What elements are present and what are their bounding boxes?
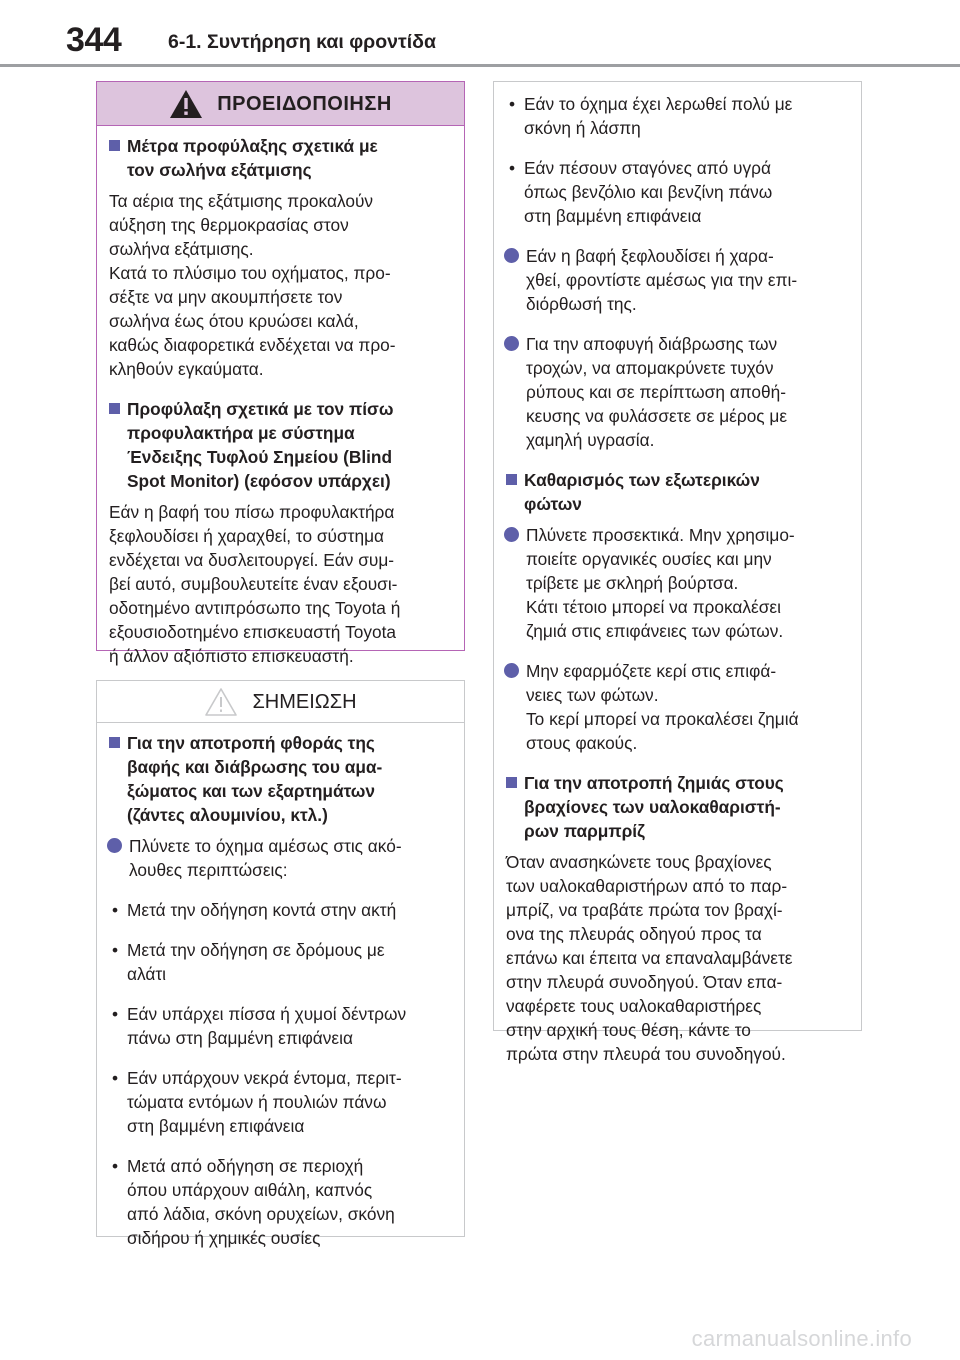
note-body (97, 723, 464, 1250)
list-item (106, 938, 449, 986)
section-heading (503, 771, 846, 843)
list-item (503, 92, 846, 140)
list-item (106, 1066, 449, 1138)
circle-bullet-icon (504, 248, 519, 263)
list-item (503, 156, 846, 228)
bullet-icon: • (112, 940, 119, 960)
list-item (106, 1002, 449, 1050)
item-text: Εάν πέσουν σταγόνες από υγρά όπως βενζόλιο και βενζίνη πάνω στη βαμμένη επιφάνεια (524, 158, 773, 226)
circle-item (503, 332, 846, 452)
square-bullet-icon (506, 474, 517, 485)
item-text: Εάν υπάρχουν νεκρά έντομα, περιτ- τώματα εντόμων ή πουλιών πάνω στη βαμμένη επιφάνεια (127, 1068, 402, 1136)
section-heading (106, 397, 449, 493)
square-bullet-icon (109, 737, 120, 748)
circle-item (106, 834, 449, 882)
square-bullet-icon (506, 777, 517, 788)
section-heading (106, 134, 449, 182)
section-title: 6-1. Συντήρηση και φροντίδα (168, 31, 436, 53)
bullet-icon: • (509, 94, 516, 114)
note-continuation-body (494, 82, 861, 1066)
circle-bullet-icon (107, 838, 122, 853)
item-text: Πλύνετε προσεκτικά. Μην χρησιμο- ποιείτε οργανικές ουσίες και μην τρίβετε με σκληρή βούρτσα. Κάτι τέτοιο μπορεί να προκαλέσει ζημιά στις επιφάνειες των φώτων. (526, 525, 795, 641)
circle-item (503, 523, 846, 643)
caution-triangle-icon (204, 687, 238, 717)
note-title: ΣΗΜΕΙΩΣΗ (252, 690, 357, 713)
square-bullet-icon (109, 403, 120, 414)
circle-item (503, 244, 846, 316)
paragraph: Όταν ανασηκώνετε τους βραχίονες των υαλοκαθαριστήρων από το παρ- μπρίζ, να τραβάτε πρώτα τον βραχί- ονα της πλευράς οδηγού προς τα επάνω και έπειτα να επαναλαμβάνετε στην πλευρά συνοδηγού. Όταν επα- ναφέρετε τους υαλοκαθαριστήρες στην αρχική τους θέση, κάντε το πρώτα στην πλευρά του συνοδηγού. (506, 852, 793, 1064)
warning-triangle-icon (169, 89, 203, 119)
circle-bullet-icon (504, 527, 519, 542)
circle-item (503, 659, 846, 755)
bullet-icon: • (112, 1156, 119, 1176)
warning-header (97, 82, 464, 126)
item-text: Μην εφαρμόζετε κερί στις επιφά- νειες των φώτων. Το κερί μπορεί να προκαλέσει ζημιά στους φακούς. (526, 661, 799, 753)
square-bullet-icon (109, 140, 120, 151)
item-text: Μετά από οδήγηση σε περιοχή όπου υπάρχουν αιθάλη, καπνός από λάδια, σκόνη ορυχείων, σκόνη σιδήρου ή χημικές ουσίες (127, 1156, 395, 1248)
item-text: Πλύνετε το όχημα αμέσως στις ακό- λουθες περιπτώσεις: (129, 836, 402, 880)
item-text: Μετά την οδήγηση κοντά στην ακτή (127, 900, 397, 920)
header-divider (0, 64, 960, 67)
heading-text: Καθαρισμός των εξωτερικών φώτων (524, 470, 760, 514)
circle-bullet-icon (504, 663, 519, 678)
bullet-icon: • (112, 1004, 119, 1024)
page-header (0, 0, 960, 70)
warning-body (97, 126, 464, 668)
note-header (97, 681, 464, 723)
heading-text: Μέτρα προφύλαξης σχετικά με τον σωλήνα εξάτμισης (127, 136, 378, 180)
item-text: Εάν η βαφή ξεφλουδίσει ή χαρα- χθεί, φροντίστε αμέσως για την επι- διόρθωσή της. (526, 246, 798, 314)
list-item (106, 1154, 449, 1250)
page-number: 344 (66, 21, 122, 59)
watermark: carmanualsonline.info (691, 1326, 912, 1351)
warning-box (96, 81, 465, 666)
warning-title: ΠΡΟΕΙΔΟΠΟΙΗΣΗ (217, 92, 392, 115)
paragraph: Εάν η βαφή του πίσω προφυλακτήρα ξεφλουδίσει ή χαραχθεί, το σύστημα ενδέχεται να δυσλειτουργεί. Εάν συμ- βεί αυτό, συμβουλευτείτε έναν εξουσι- οδοτημένο αντιπρόσωπο της Toyota ή εξουσιοδοτημένο επισκευαστή Toyota ή άλλον αξιόπιστο επισκευαστή. (109, 502, 401, 666)
item-text: Εάν το όχημα έχει λερωθεί πολύ με σκόνη ή λάσπη (524, 94, 793, 138)
section-heading (503, 468, 846, 516)
note-continuation-box (493, 81, 862, 1064)
heading-text: Προφύλαξη σχετικά με τον πίσω προφυλακτήρα με σύστημα Ένδειξης Τυφλού Σημείου (Blind Spot Monitor) (εφόσον υπάρχει) (127, 399, 394, 491)
section-heading (106, 731, 449, 827)
bullet-icon: • (112, 900, 119, 920)
circle-bullet-icon (504, 336, 519, 351)
bullet-icon: • (509, 158, 516, 178)
bullet-icon: • (112, 1068, 119, 1088)
paragraph: Τα αέρια της εξάτμισης προκαλούν αύξηση της θερμοκρασίας στον σωλήνα εξάτμισης. Κατά το πλύσιμο του οχήματος, προ- σέξτε να μην ακουμπήσετε τον σωλήνα έως ότου κρυώσει καλά, καθώς διαφορετικά ενδέχεται να προ- κληθούν εγκαύματα. (109, 191, 396, 379)
heading-text: Για την αποτροπή φθοράς της βαφής και διάβρωσης του αμα- ξώματος και των εξαρτημάτων (ζάντες αλουμινίου, κτλ.) (127, 733, 383, 825)
item-text: Μετά την οδήγηση σε δρόμους με αλάτι (127, 940, 385, 984)
item-text: Για την αποφυγή διάβρωσης των τροχών, να απομακρύνετε τυχόν ρύπους και σε περίπτωση αποθή- κευσης να φυλάσσετε σε μέρος με χαμηλή υγρασία. (526, 334, 788, 450)
heading-text: Για την αποτροπή ζημιάς στους βραχίονες των υαλοκαθαριστή- ρων παρμπρίζ (524, 773, 784, 841)
item-text: Εάν υπάρχει πίσσα ή χυμοί δέντρων πάνω στη βαμμένη επιφάνεια (127, 1004, 407, 1048)
note-box (96, 680, 465, 1248)
list-item (106, 898, 449, 922)
